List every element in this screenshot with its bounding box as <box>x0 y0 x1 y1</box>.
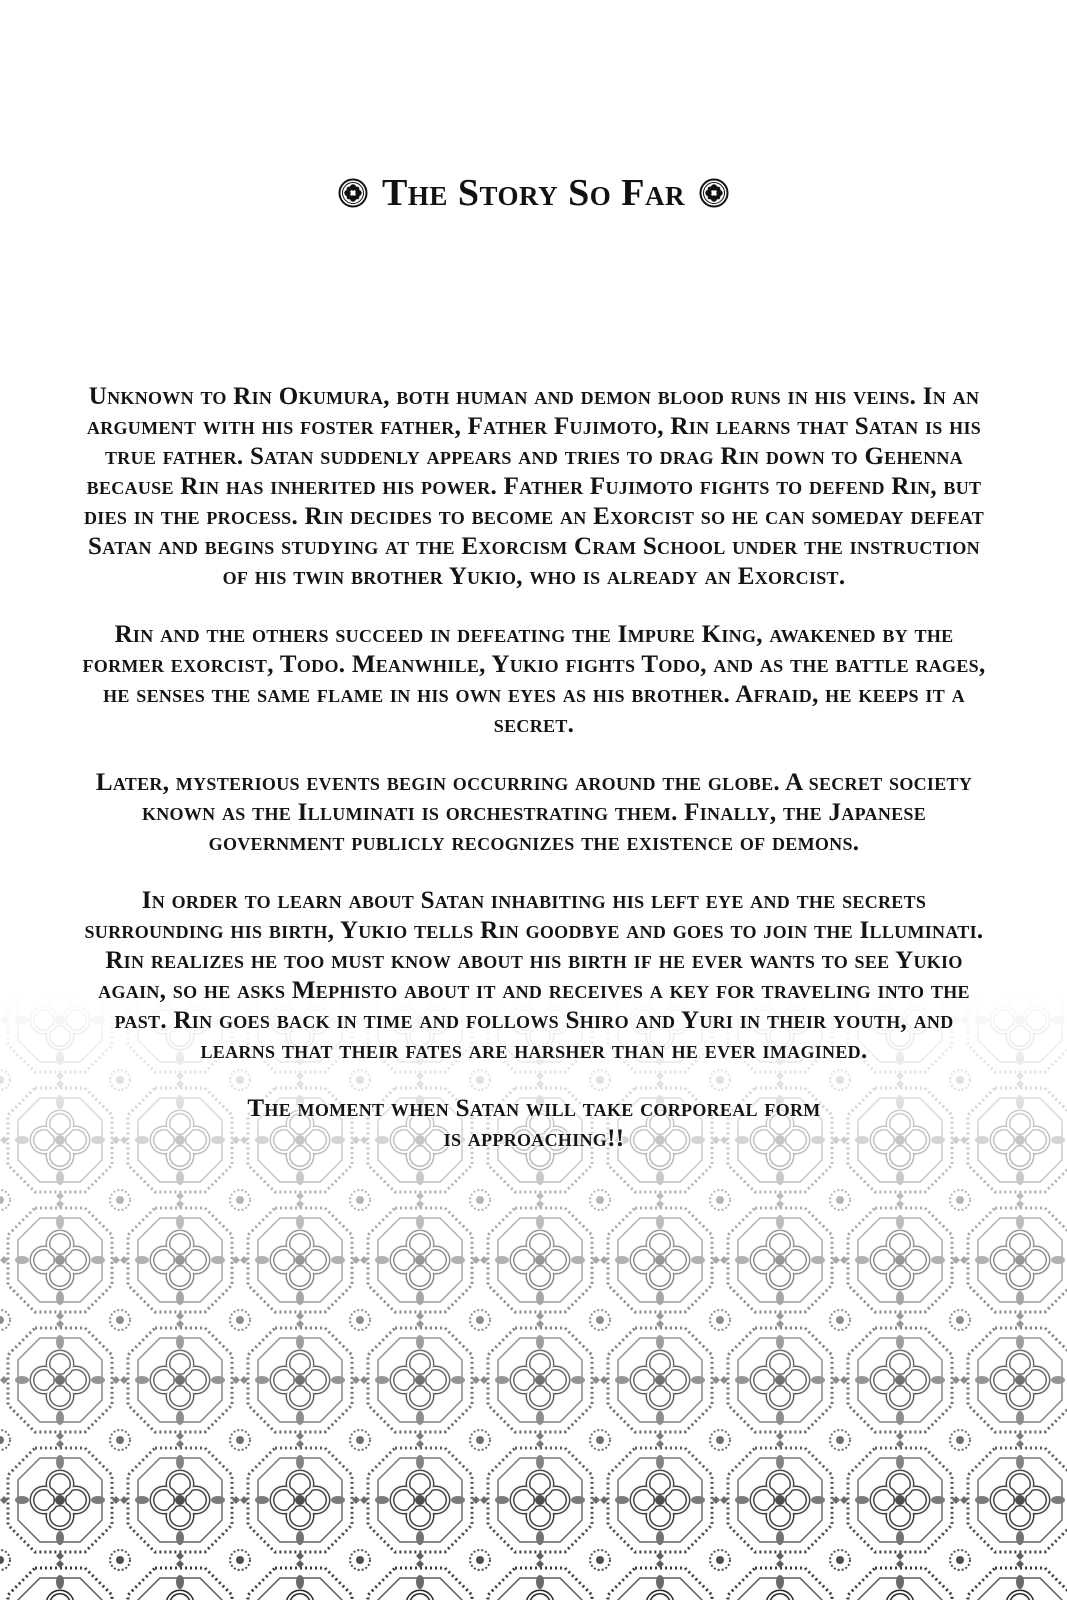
story-paragraph: In order to learn about Satan inhabiting his left eye and the secrets surrounding his birth, Yukio tells Rin goodbye and goes to join the Illuminati. Rin realizes he too must know about his birth if he ever wants to see Yukio again, so he asks Mephisto about it and receives a key for traveling into the past. Rin goes back in time and follows Shiro and Yuri in their youth, and learns that their fates are harsher than he ever imagined. <box>84 887 984 1064</box>
page-title: The Story So Far <box>382 172 685 214</box>
title-row <box>0 174 1067 212</box>
story-closing-line: The moment when Satan will take corporeal form is approaching!! <box>247 1095 821 1152</box>
rosette-icon <box>699 178 729 208</box>
rosette-icon <box>338 178 368 208</box>
story-paragraph: Rin and the others succeed in defeating the Impure King, awakened by the former exorcist, Todo. Meanwhile, Yukio fights Todo, and as the battle rages, he senses the same flame in his own eyes as his brother. Afraid, he keeps it a secret. <box>82 621 986 738</box>
story-paragraph: Unknown to Rin Okumura, both human and demon blood runs in his veins. In an argument with his foster father, Father Fujimoto, Rin learns that Satan is his true father. Satan suddenly appears and tries to drag Rin down to Gehenna because Rin has inherited his power. Father Fujimoto fights to defend Rin, but dies in the process. Rin decides to become an Exorcist so he can someday defeat Satan and begins studying at the Exorcism Cram School under the instruction of his twin brother Yukio, who is already an Exorcist. <box>83 383 984 590</box>
story-paragraph: Later, mysterious events begin occurring around the globe. A secret society known as the Illuminati is orchestrating them. Finally, the Japanese government publicly recognizes the existence of demons. <box>95 769 973 856</box>
story-text <box>82 382 986 1182</box>
